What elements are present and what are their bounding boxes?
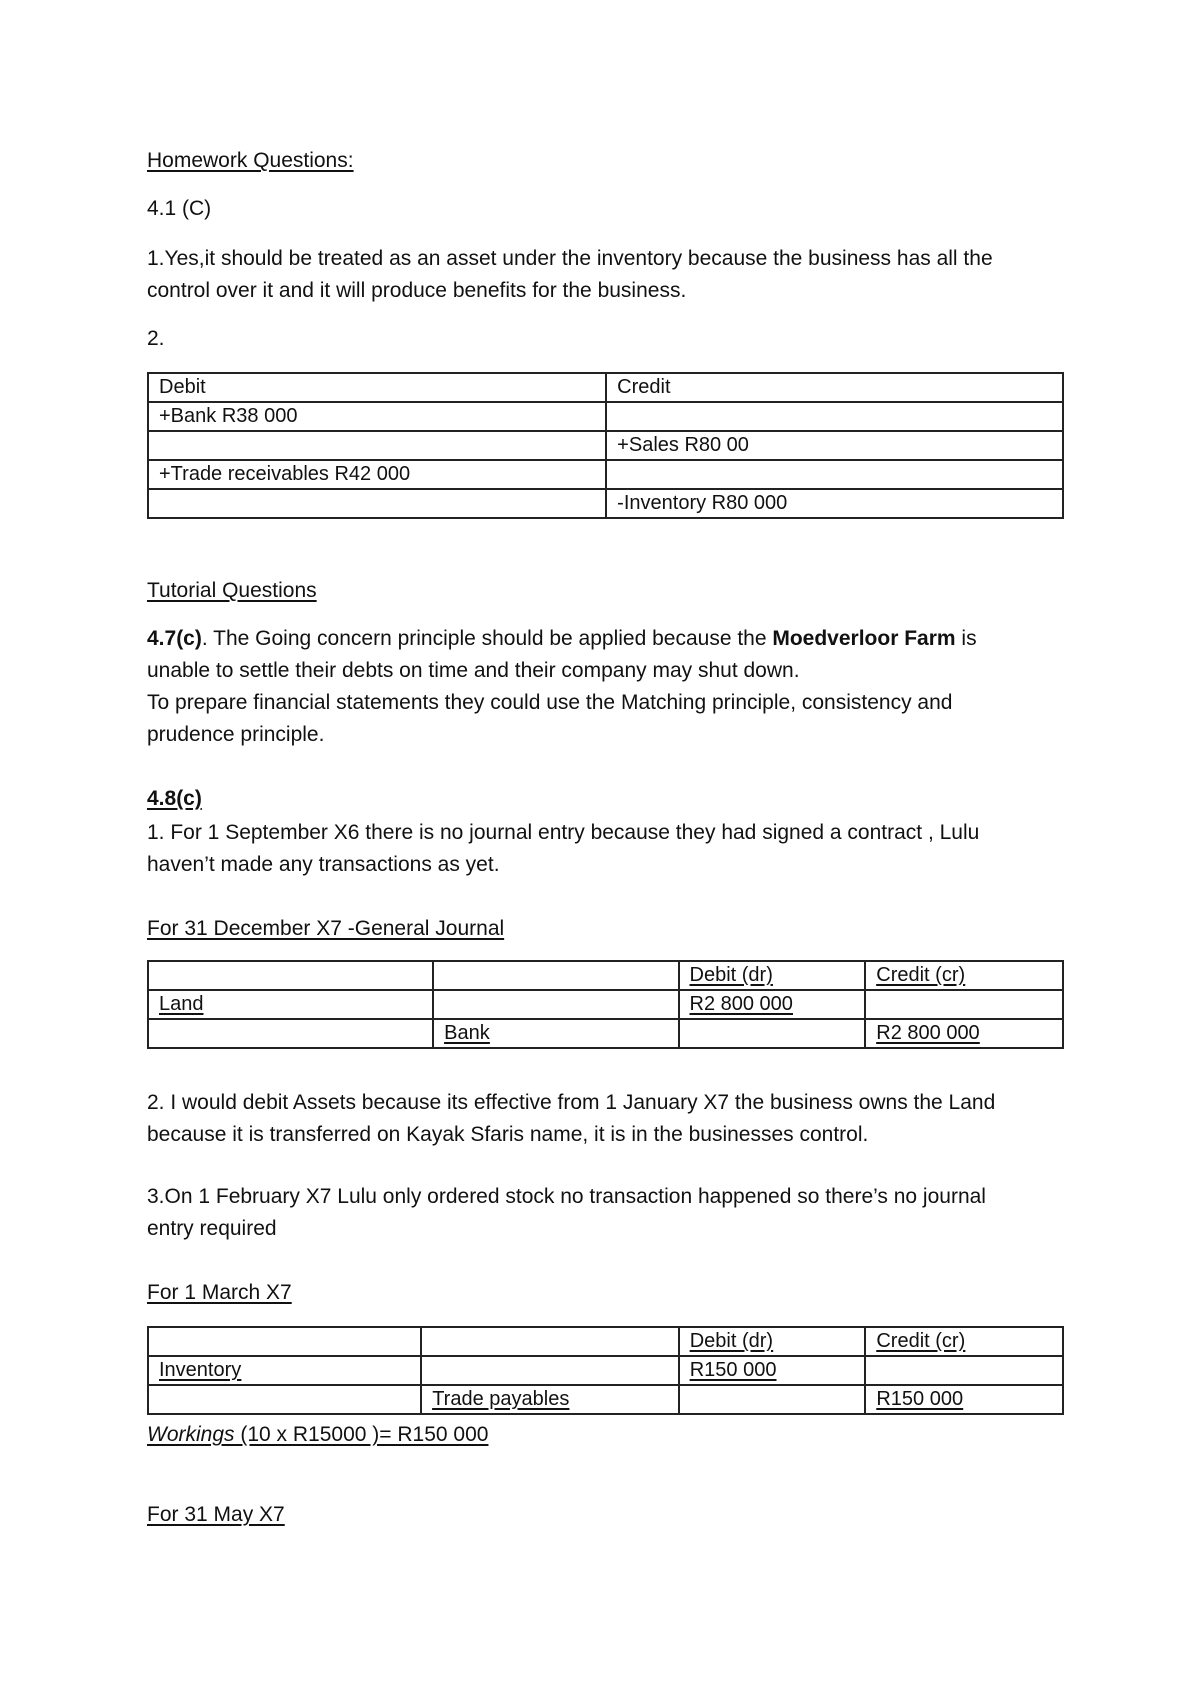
answer-2-label: 2. xyxy=(147,327,165,350)
table-cell xyxy=(606,460,1063,489)
workings-label: Workings xyxy=(147,1423,235,1446)
journal-2-table xyxy=(147,1326,1064,1415)
answer-1-line-2: control over it and it will produce benefits for the business. xyxy=(147,279,687,302)
journal-1-table xyxy=(147,960,1064,1049)
table-header-cell: Credit (cr) xyxy=(865,961,1063,990)
table-cell xyxy=(148,1019,433,1048)
table-header-cell: Credit xyxy=(606,373,1063,402)
table-cell xyxy=(148,489,606,518)
table-cell xyxy=(148,431,606,460)
table-cell: +Sales R80 00 xyxy=(606,431,1063,460)
answer-1-line-1: 1.Yes,it should be treated as an asset under the inventory because the business has all the xyxy=(147,247,993,270)
table-cell: R2 800 000 xyxy=(865,1019,1063,1048)
table-row xyxy=(148,1356,1063,1385)
table-cell: +Trade receivables R42 000 xyxy=(148,460,606,489)
table-cell: Bank xyxy=(433,1019,678,1048)
table-header-cell xyxy=(421,1327,679,1356)
table-cell: R150 000 xyxy=(865,1385,1063,1414)
journal-3-title: For 31 May X7 xyxy=(147,1503,285,1526)
table-cell: Trade payables xyxy=(421,1385,679,1414)
journal-1-title: For 31 December X7 -General Journal xyxy=(147,917,505,940)
table-cell xyxy=(421,1356,679,1385)
table-row xyxy=(148,402,1063,431)
q48-1-line-1: 1. For 1 September X6 there is no journal entry because they had signed a contract , Lulu xyxy=(147,821,980,844)
journal-2-title: For 1 March X7 xyxy=(147,1281,292,1304)
q47-line-3: To prepare financial statements they could use the Matching principle, consistency and xyxy=(147,691,953,714)
table-header-cell: Credit (cr) xyxy=(865,1327,1063,1356)
table-cell: -Inventory R80 000 xyxy=(606,489,1063,518)
table-header-row xyxy=(148,1327,1063,1356)
table-cell xyxy=(679,1385,866,1414)
question-ref-4-1: 4.1 (C) xyxy=(147,197,212,220)
table-header-row xyxy=(148,373,1063,402)
table-row xyxy=(148,990,1063,1019)
table-row xyxy=(148,460,1063,489)
table-header-cell xyxy=(148,1327,421,1356)
table-header-cell: Debit (dr) xyxy=(679,961,866,990)
table-cell xyxy=(679,1019,866,1048)
table-row xyxy=(148,1385,1063,1414)
table-cell xyxy=(865,990,1063,1019)
table-row xyxy=(148,489,1063,518)
table-header-row xyxy=(148,961,1063,990)
q47-text-b: is xyxy=(955,627,977,650)
q48-3-line-2: entry required xyxy=(147,1217,277,1240)
q48-1-line-2: haven’t made any transactions as yet. xyxy=(147,853,500,876)
farm-name: Moedverloor Farm xyxy=(772,627,956,650)
q48-2-line-2: because it is transferred on Kayak Sfaris name, it is in the businesses control. xyxy=(147,1123,869,1146)
table-cell: R150 000 xyxy=(679,1356,866,1385)
table-cell: Inventory xyxy=(148,1356,421,1385)
q47-ref: 4.7(c) xyxy=(147,627,202,650)
table-cell: R2 800 000 xyxy=(679,990,866,1019)
workings-line xyxy=(147,1418,488,1451)
table-cell: +Bank R38 000 xyxy=(148,402,606,431)
homework-heading: Homework Questions: xyxy=(147,149,354,172)
tutorial-heading: Tutorial Questions xyxy=(147,579,317,602)
table-cell xyxy=(148,1385,421,1414)
q48-ref: 4.8(c) xyxy=(147,787,202,810)
table-header-cell: Debit xyxy=(148,373,606,402)
table-cell xyxy=(865,1356,1063,1385)
q47-text-a: . The Going concern principle should be applied because the xyxy=(201,627,773,650)
table-cell xyxy=(433,990,678,1019)
q48-2-line-1: 2. I would debit Assets because its effective from 1 January X7 the business owns the Land xyxy=(147,1091,996,1114)
table-row xyxy=(148,1019,1063,1048)
table-cell: Land xyxy=(148,990,433,1019)
q47-line-4: prudence principle. xyxy=(147,723,325,746)
q48-3-line-1: 3.On 1 February X7 Lulu only ordered stock no transaction happened so there’s no journal xyxy=(147,1185,986,1208)
q47-line-2: unable to settle their debts on time and their company may shut down. xyxy=(147,659,800,682)
table-row xyxy=(148,431,1063,460)
debit-credit-table xyxy=(147,372,1064,519)
table-header-cell xyxy=(148,961,433,990)
workings-calc: (10 x R15000 )= R150 000 xyxy=(234,1423,489,1446)
table-cell xyxy=(606,402,1063,431)
table-header-cell: Debit (dr) xyxy=(679,1327,866,1356)
q47-line-1 xyxy=(147,622,977,655)
table-header-cell xyxy=(433,961,678,990)
